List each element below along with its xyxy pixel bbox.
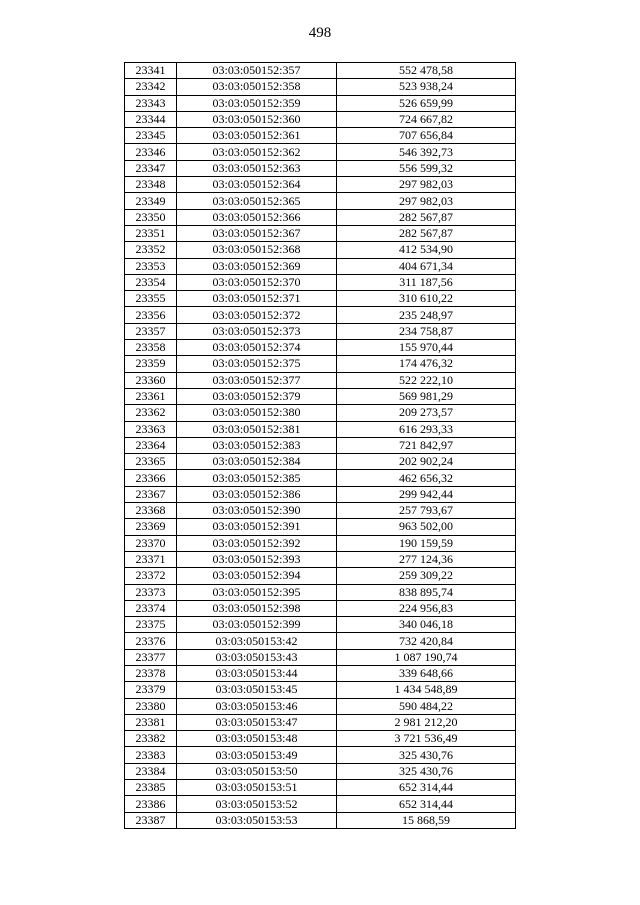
cadastral-value-cell: 590 484,22	[337, 698, 516, 714]
cadastral-value-cell: 234 758,87	[337, 323, 516, 339]
cadastral-value-cell: 190 159,59	[337, 535, 516, 551]
row-number-cell: 23374	[125, 600, 177, 616]
table-row	[125, 209, 516, 225]
table-row	[125, 323, 516, 339]
row-number-cell: 23342	[125, 79, 177, 95]
table-row	[125, 649, 516, 665]
cadastral-value-cell: 526 659,99	[337, 95, 516, 111]
row-number-cell: 23362	[125, 405, 177, 421]
row-number-cell: 23382	[125, 731, 177, 747]
table-row	[125, 454, 516, 470]
cadastral-value-cell: 325 430,76	[337, 763, 516, 779]
cadastral-number-cell: 03:03:050152:379	[177, 388, 337, 404]
table-row	[125, 307, 516, 323]
page-number: 498	[308, 25, 332, 41]
table-row	[125, 519, 516, 535]
table-row	[125, 144, 516, 160]
row-number-cell: 23377	[125, 649, 177, 665]
row-number-cell: 23368	[125, 503, 177, 519]
cadastral-number-cell: 03:03:050152:358	[177, 79, 337, 95]
row-number-cell: 23352	[125, 242, 177, 258]
row-number-cell: 23375	[125, 617, 177, 633]
cadastral-number-cell: 03:03:050152:368	[177, 242, 337, 258]
cadastral-value-cell: 209 273,57	[337, 405, 516, 421]
cadastral-number-cell: 03:03:050152:374	[177, 340, 337, 356]
cadastral-value-cell: 339 648,66	[337, 665, 516, 681]
cadastral-number-cell: 03:03:050152:377	[177, 372, 337, 388]
cadastral-number-cell: 03:03:050152:384	[177, 454, 337, 470]
table-row	[125, 372, 516, 388]
cadastral-value-cell: 616 293,33	[337, 421, 516, 437]
cadastral-number-cell: 03:03:050152:369	[177, 258, 337, 274]
table-row	[125, 274, 516, 290]
cadastral-value-cell: 1 087 190,74	[337, 649, 516, 665]
row-number-cell: 23372	[125, 568, 177, 584]
cadastral-number-cell: 03:03:050152:381	[177, 421, 337, 437]
cadastral-value-cell: 282 567,87	[337, 209, 516, 225]
row-number-cell: 23384	[125, 763, 177, 779]
cadastral-number-cell: 03:03:050152:386	[177, 486, 337, 502]
cadastral-number-cell: 03:03:050152:365	[177, 193, 337, 209]
cadastral-number-cell: 03:03:050152:385	[177, 470, 337, 486]
cadastral-number-cell: 03:03:050152:380	[177, 405, 337, 421]
cadastral-number-cell: 03:03:050153:48	[177, 731, 337, 747]
table-row	[125, 177, 516, 193]
cadastral-value-cell: 522 222,10	[337, 372, 516, 388]
cadastral-number-cell: 03:03:050152:367	[177, 225, 337, 241]
row-number-cell: 23373	[125, 584, 177, 600]
cadastral-value-cell: 652 314,44	[337, 796, 516, 812]
cadastral-number-cell: 03:03:050153:53	[177, 812, 337, 828]
table-row	[125, 698, 516, 714]
cadastral-number-cell: 03:03:050153:52	[177, 796, 337, 812]
cadastral-value-cell: 259 309,22	[337, 568, 516, 584]
row-number-cell: 23367	[125, 486, 177, 502]
cadastral-number-cell: 03:03:050152:366	[177, 209, 337, 225]
cadastral-value-cell: 721 842,97	[337, 437, 516, 453]
cadastral-value-cell: 556 599,32	[337, 160, 516, 176]
row-number-cell: 23346	[125, 144, 177, 160]
cadastral-number-cell: 03:03:050152:364	[177, 177, 337, 193]
table-row	[125, 600, 516, 616]
cadastral-value-cell: 235 248,97	[337, 307, 516, 323]
cadastral-number-cell: 03:03:050153:45	[177, 682, 337, 698]
table-row	[125, 633, 516, 649]
cadastral-value-cell: 732 420,84	[337, 633, 516, 649]
row-number-cell: 23350	[125, 209, 177, 225]
cadastral-number-cell: 03:03:050152:357	[177, 63, 337, 79]
table-row	[125, 95, 516, 111]
cadastral-number-cell: 03:03:050153:44	[177, 665, 337, 681]
table-body	[125, 63, 516, 829]
row-number-cell: 23345	[125, 128, 177, 144]
table-row	[125, 780, 516, 796]
row-number-cell: 23360	[125, 372, 177, 388]
cadastral-number-cell: 03:03:050153:47	[177, 714, 337, 730]
table-row	[125, 128, 516, 144]
cadastral-number-cell: 03:03:050152:391	[177, 519, 337, 535]
table-row	[125, 731, 516, 747]
row-number-cell: 23348	[125, 177, 177, 193]
table-row	[125, 340, 516, 356]
row-number-cell: 23376	[125, 633, 177, 649]
row-number-cell: 23366	[125, 470, 177, 486]
cadastral-value-cell: 15 868,59	[337, 812, 516, 828]
row-number-cell: 23343	[125, 95, 177, 111]
cadastral-number-cell: 03:03:050152:399	[177, 617, 337, 633]
table-row	[125, 356, 516, 372]
cadastral-number-cell: 03:03:050152:361	[177, 128, 337, 144]
cadastral-number-cell: 03:03:050153:43	[177, 649, 337, 665]
table-row	[125, 470, 516, 486]
table-row	[125, 258, 516, 274]
cadastral-number-cell: 03:03:050152:383	[177, 437, 337, 453]
cadastral-value-cell: 707 656,84	[337, 128, 516, 144]
table-row	[125, 225, 516, 241]
row-number-cell: 23347	[125, 160, 177, 176]
cadastral-number-cell: 03:03:050152:362	[177, 144, 337, 160]
cadastral-value-cell: 297 982,03	[337, 193, 516, 209]
cadastral-value-cell: 257 793,67	[337, 503, 516, 519]
table-row	[125, 796, 516, 812]
cadastral-value-cell: 174 476,32	[337, 356, 516, 372]
cadastral-value-cell: 2 981 212,20	[337, 714, 516, 730]
cadastral-value-cell: 552 478,58	[337, 63, 516, 79]
row-number-cell: 23353	[125, 258, 177, 274]
row-number-cell: 23381	[125, 714, 177, 730]
cadastral-value-cell: 724 667,82	[337, 111, 516, 127]
cadastral-number-cell: 03:03:050152:394	[177, 568, 337, 584]
table-row	[125, 421, 516, 437]
row-number-cell: 23371	[125, 551, 177, 567]
table-row	[125, 242, 516, 258]
table-row	[125, 535, 516, 551]
cadastral-number-cell: 03:03:050153:49	[177, 747, 337, 763]
row-number-cell: 23357	[125, 323, 177, 339]
cadastral-value-cell: 523 938,24	[337, 79, 516, 95]
cadastral-value-cell: 325 430,76	[337, 747, 516, 763]
cadastral-value-cell: 652 314,44	[337, 780, 516, 796]
cadastral-number-cell: 03:03:050152:363	[177, 160, 337, 176]
row-number-cell: 23355	[125, 291, 177, 307]
row-number-cell: 23379	[125, 682, 177, 698]
cadastral-value-table	[124, 62, 516, 829]
cadastral-number-cell: 03:03:050152:393	[177, 551, 337, 567]
cadastral-number-cell: 03:03:050152:359	[177, 95, 337, 111]
cadastral-value-cell: 404 671,34	[337, 258, 516, 274]
table-row	[125, 388, 516, 404]
cadastral-number-cell: 03:03:050153:42	[177, 633, 337, 649]
table-row	[125, 291, 516, 307]
table-row	[125, 503, 516, 519]
table-row	[125, 747, 516, 763]
row-number-cell: 23363	[125, 421, 177, 437]
cadastral-number-cell: 03:03:050152:392	[177, 535, 337, 551]
row-number-cell: 23387	[125, 812, 177, 828]
table-row	[125, 714, 516, 730]
table-row	[125, 584, 516, 600]
row-number-cell: 23361	[125, 388, 177, 404]
table-row	[125, 193, 516, 209]
cadastral-value-cell: 277 124,36	[337, 551, 516, 567]
cadastral-value-cell: 340 046,18	[337, 617, 516, 633]
cadastral-value-cell: 3 721 536,49	[337, 731, 516, 747]
row-number-cell: 23378	[125, 665, 177, 681]
cadastral-number-cell: 03:03:050152:370	[177, 274, 337, 290]
cadastral-number-cell: 03:03:050152:360	[177, 111, 337, 127]
cadastral-number-cell: 03:03:050152:398	[177, 600, 337, 616]
table-row	[125, 551, 516, 567]
cadastral-number-cell: 03:03:050152:395	[177, 584, 337, 600]
row-number-cell: 23365	[125, 454, 177, 470]
table-row	[125, 79, 516, 95]
table-row	[125, 568, 516, 584]
table-row	[125, 486, 516, 502]
cadastral-value-cell: 546 392,73	[337, 144, 516, 160]
row-number-cell: 23349	[125, 193, 177, 209]
cadastral-number-cell: 03:03:050153:51	[177, 780, 337, 796]
row-number-cell: 23356	[125, 307, 177, 323]
row-number-cell: 23351	[125, 225, 177, 241]
table-row	[125, 405, 516, 421]
row-number-cell: 23364	[125, 437, 177, 453]
cadastral-value-cell: 299 942,44	[337, 486, 516, 502]
table-row	[125, 617, 516, 633]
row-number-cell: 23380	[125, 698, 177, 714]
row-number-cell: 23358	[125, 340, 177, 356]
cadastral-value-cell: 462 656,32	[337, 470, 516, 486]
cadastral-value-cell: 569 981,29	[337, 388, 516, 404]
row-number-cell: 23354	[125, 274, 177, 290]
row-number-cell: 23370	[125, 535, 177, 551]
cadastral-number-cell: 03:03:050152:390	[177, 503, 337, 519]
cadastral-number-cell: 03:03:050152:375	[177, 356, 337, 372]
table-row	[125, 665, 516, 681]
cadastral-value-cell: 412 534,90	[337, 242, 516, 258]
cadastral-value-cell: 311 187,56	[337, 274, 516, 290]
cadastral-number-cell: 03:03:050152:373	[177, 323, 337, 339]
cadastral-value-cell: 202 902,24	[337, 454, 516, 470]
table-row	[125, 63, 516, 79]
table-row	[125, 160, 516, 176]
table-row	[125, 437, 516, 453]
row-number-cell: 23369	[125, 519, 177, 535]
row-number-cell: 23383	[125, 747, 177, 763]
row-number-cell: 23386	[125, 796, 177, 812]
row-number-cell: 23341	[125, 63, 177, 79]
table-row	[125, 763, 516, 779]
cadastral-value-cell: 297 982,03	[337, 177, 516, 193]
cadastral-value-cell: 155 970,44	[337, 340, 516, 356]
cadastral-number-cell: 03:03:050152:372	[177, 307, 337, 323]
table-row	[125, 812, 516, 828]
cadastral-number-cell: 03:03:050152:371	[177, 291, 337, 307]
cadastral-value-cell: 963 502,00	[337, 519, 516, 535]
cadastral-number-cell: 03:03:050153:46	[177, 698, 337, 714]
table-row	[125, 111, 516, 127]
cadastral-number-cell: 03:03:050153:50	[177, 763, 337, 779]
cadastral-value-cell: 224 956,83	[337, 600, 516, 616]
row-number-cell: 23344	[125, 111, 177, 127]
cadastral-value-cell: 1 434 548,89	[337, 682, 516, 698]
table-row	[125, 682, 516, 698]
row-number-cell: 23385	[125, 780, 177, 796]
row-number-cell: 23359	[125, 356, 177, 372]
cadastral-value-cell: 838 895,74	[337, 584, 516, 600]
cadastral-value-cell: 282 567,87	[337, 225, 516, 241]
cadastral-value-cell: 310 610,22	[337, 291, 516, 307]
